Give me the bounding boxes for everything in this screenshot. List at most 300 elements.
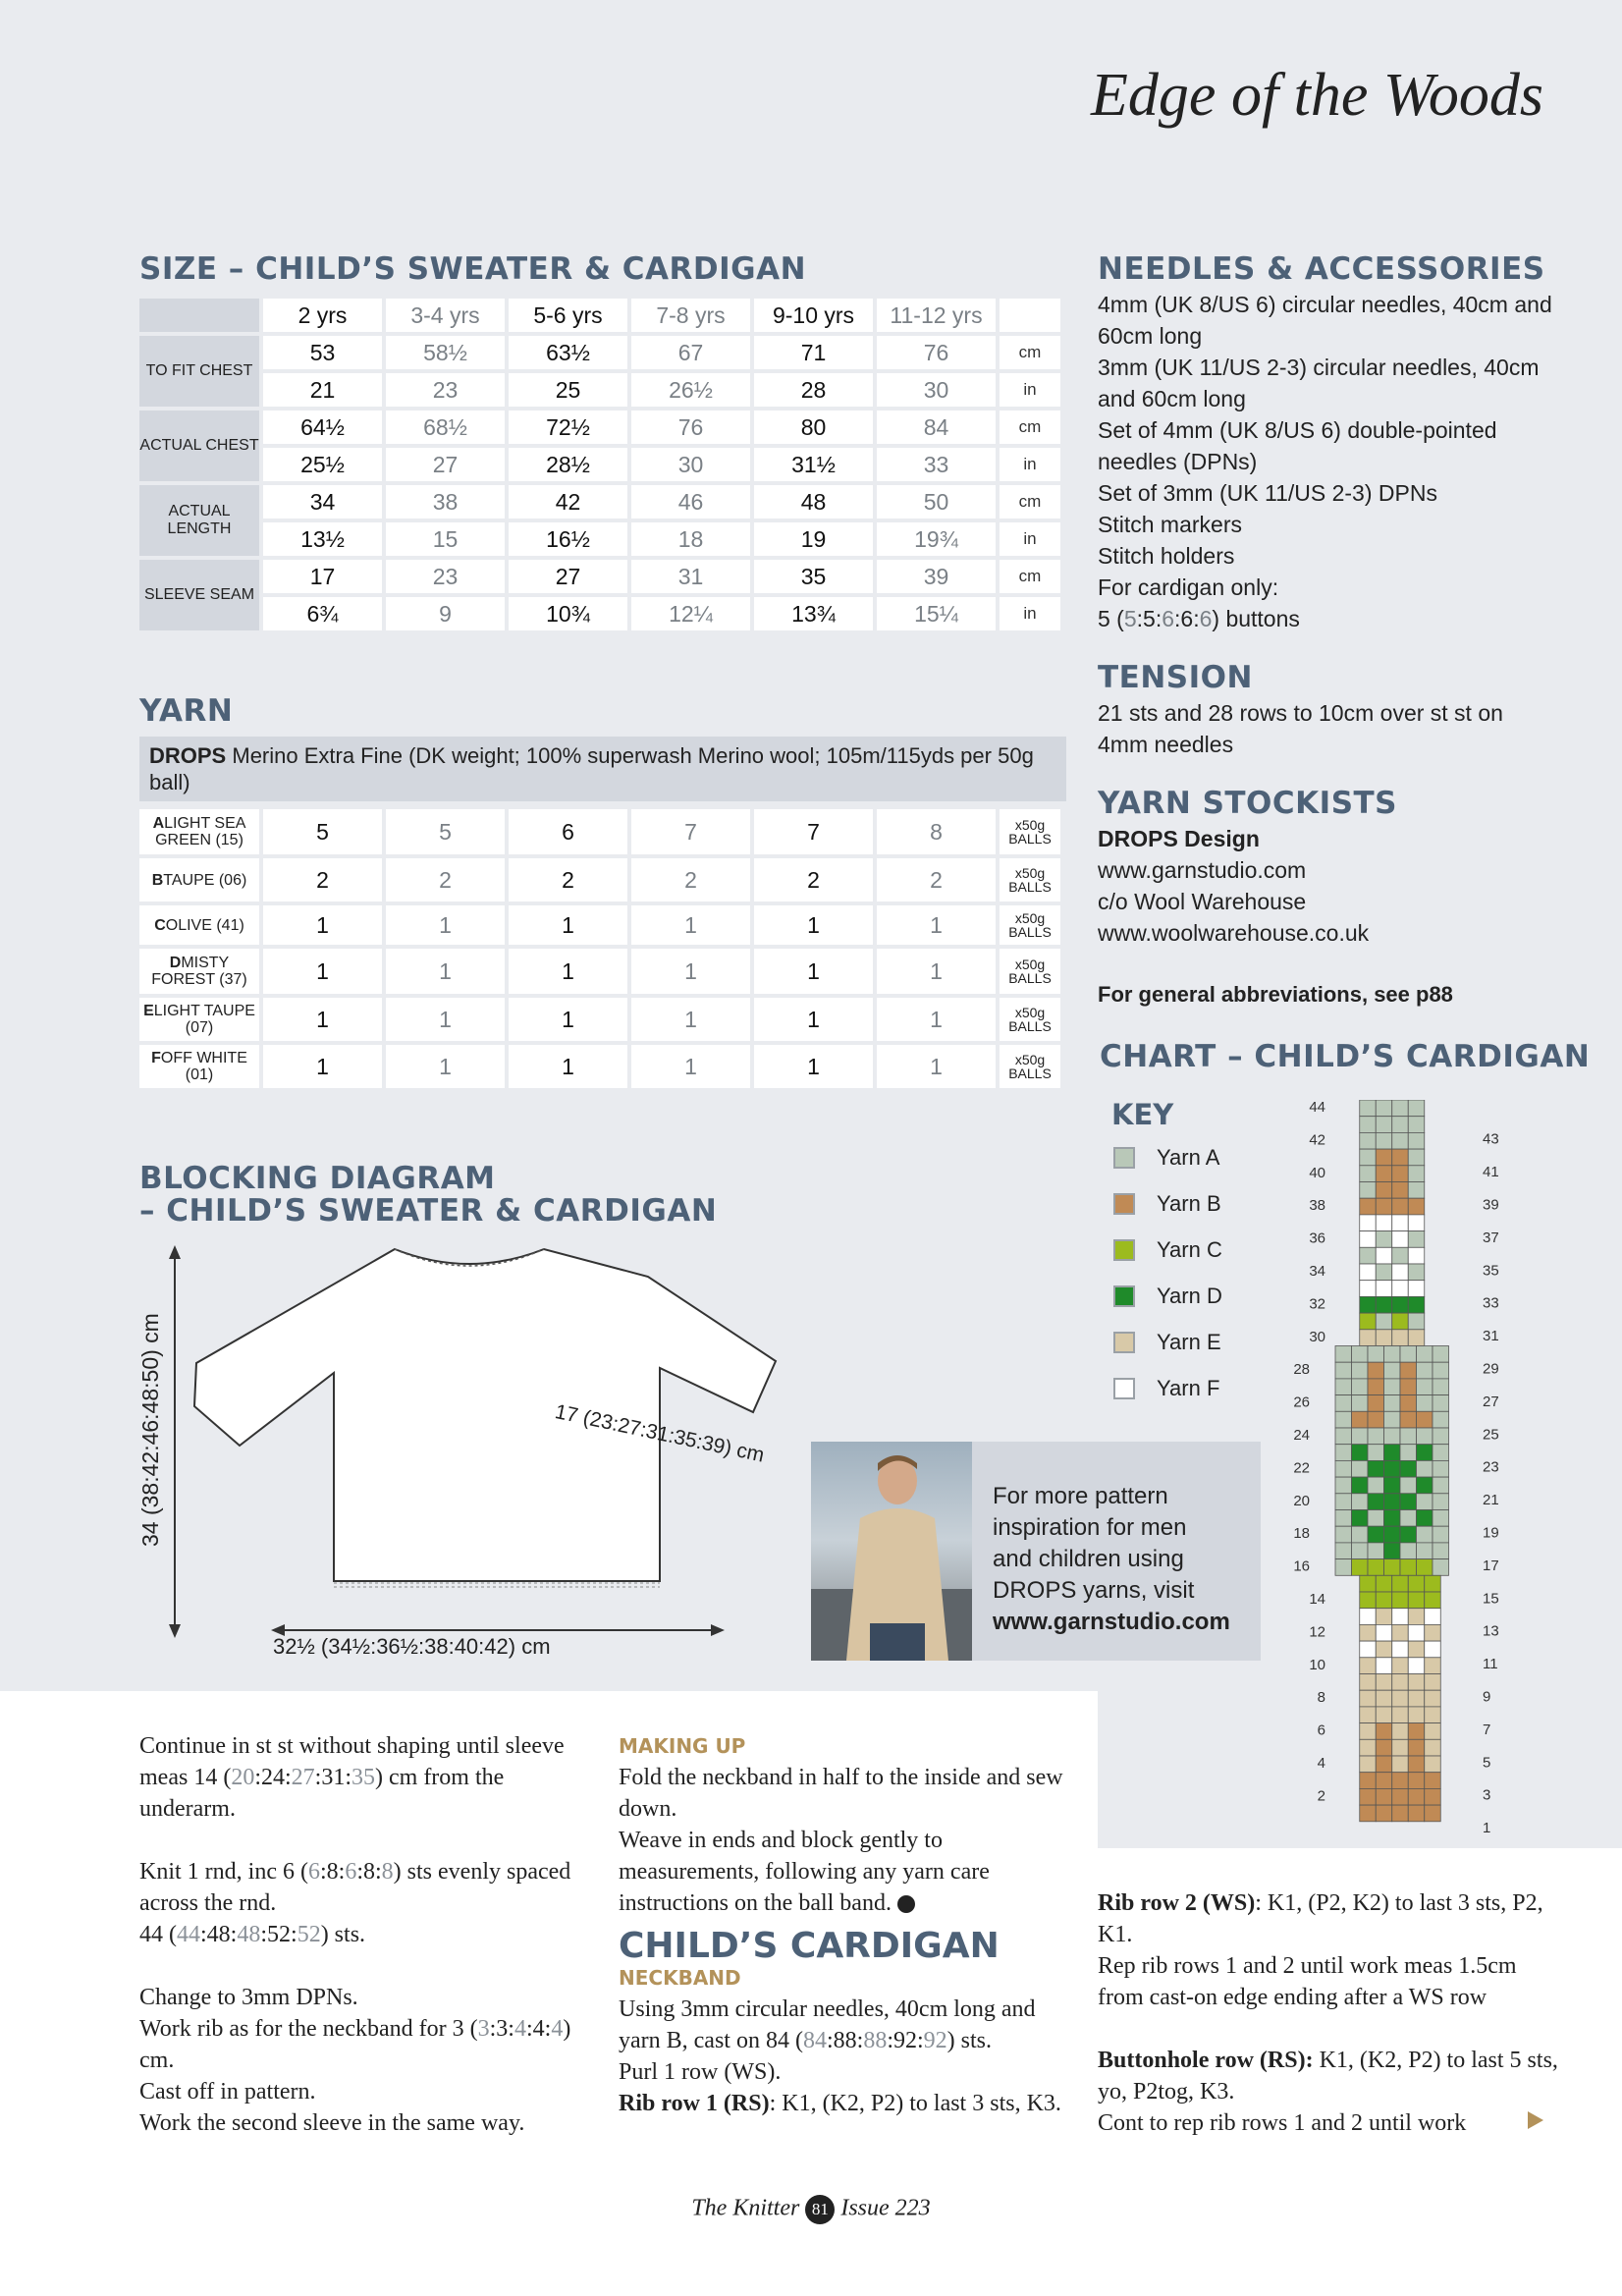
chart-cell [1376, 1264, 1392, 1281]
chart-cell [1425, 1773, 1441, 1789]
chart-row-number: 22 [1293, 1459, 1310, 1477]
para: Knit 1 rnd, inc 6 (6:8:6:8:8) sts evenly spaced across the rnd. [139, 1859, 571, 1916]
chart-cell [1392, 1198, 1409, 1215]
chart-cell [1360, 1117, 1377, 1133]
yarn-row-label: ELIGHT TAUPE (07) [139, 998, 259, 1041]
yarn-value: 1 [509, 1045, 627, 1088]
chart-cell [1408, 1609, 1425, 1625]
chart-cell [1392, 1624, 1409, 1641]
chart-cell [1392, 1247, 1409, 1264]
para: Change to 3mm DPNs. [139, 1985, 358, 2010]
chart-cell [1384, 1379, 1401, 1395]
size-value: 21 [263, 373, 382, 407]
chart-cell [1352, 1543, 1369, 1559]
needle-line: Set of 4mm (UK 8/US 6) double-pointed needles (DPNs) [1098, 417, 1497, 474]
chart-cell [1352, 1379, 1369, 1395]
chart-cell [1417, 1346, 1433, 1363]
chart-cell [1408, 1641, 1425, 1658]
yarn-value: 5 [263, 809, 382, 854]
yarn-unit: x50g BALLS [1000, 998, 1060, 1041]
buttons-line: 5 (5:5:6:6:6) buttons [1098, 606, 1300, 631]
yarn-row-label: DMISTY FOREST (37) [139, 949, 259, 994]
needles-heading: NEEDLES & ACCESSORIES [1098, 251, 1545, 287]
yarn-value: 1 [386, 998, 505, 1041]
chart-cell [1400, 1379, 1417, 1395]
chart-cell [1360, 1132, 1377, 1149]
chart-row-number: 1 [1483, 1820, 1491, 1836]
size-heading: SIZE – CHILD’S SWEATER & CARDIGAN [139, 251, 807, 287]
chart-cell [1392, 1575, 1409, 1592]
chart-cell [1368, 1460, 1384, 1477]
model-photo [811, 1442, 972, 1661]
size-value: 68½ [386, 410, 505, 444]
chart-row-number: 31 [1483, 1328, 1499, 1345]
chart-cell [1400, 1526, 1417, 1543]
size-value: 27 [386, 448, 505, 481]
chart-cell [1352, 1510, 1369, 1527]
yarn-row-label: FOFF WHITE (01) [139, 1045, 259, 1088]
chart-cell [1360, 1231, 1377, 1248]
chart-cell [1352, 1477, 1369, 1494]
chart-row-number: 4 [1317, 1755, 1325, 1772]
para: Rib row 2 (WS): K1, (P2, K2) to last 3 sts, P2, K1. [1098, 1890, 1543, 1947]
chart-row-number: 14 [1309, 1591, 1325, 1608]
size-value: 50 [877, 485, 996, 519]
size-value: 16½ [509, 522, 627, 556]
chart-cell [1335, 1477, 1352, 1494]
chart-cell [1400, 1445, 1417, 1461]
chart-cell [1433, 1477, 1449, 1494]
para: Weave in ends and block gently to measurements, following any yarn care instructions on the ball band. [619, 1828, 990, 1916]
yarn-value: 1 [263, 998, 382, 1041]
chart-row-number: 6 [1317, 1722, 1325, 1739]
yarn-row-label: COLIVE (41) [139, 905, 259, 945]
chart-cell [1360, 1674, 1377, 1691]
chart-cell [1408, 1117, 1425, 1133]
chart-cell [1433, 1510, 1449, 1527]
size-value: 80 [754, 410, 873, 444]
chart-cell [1368, 1543, 1384, 1559]
chart-row-number: 7 [1483, 1721, 1491, 1738]
chart-cell [1335, 1428, 1352, 1445]
chart-cell [1392, 1788, 1409, 1805]
chart-cell [1392, 1690, 1409, 1707]
size-value: 26½ [631, 373, 750, 407]
chart-cell [1360, 1707, 1377, 1723]
chart-cell [1425, 1690, 1441, 1707]
chart-cell [1408, 1198, 1425, 1215]
yarn-value: 6 [509, 809, 627, 854]
yarn-unit: x50g BALLS [1000, 905, 1060, 945]
size-value: 9 [386, 597, 505, 630]
chart-cell [1376, 1609, 1392, 1625]
chart-cell [1376, 1198, 1392, 1215]
yarn-value: 2 [386, 858, 505, 902]
para: Using 3mm circular needles, 40cm long and yarn B, cast on 84 (84:88:88:92:92) sts. [619, 1996, 1036, 2053]
chart-cell [1360, 1296, 1377, 1313]
key-heading: KEY [1111, 1098, 1174, 1131]
chart-cell [1425, 1575, 1441, 1592]
chart-cell [1376, 1247, 1392, 1264]
chart-cell [1360, 1756, 1377, 1773]
chart-cell [1335, 1362, 1352, 1379]
yarn-value: 8 [877, 809, 996, 854]
chart-cell [1425, 1592, 1441, 1609]
key-label: Yarn C [1157, 1237, 1222, 1262]
chart-cell [1392, 1264, 1409, 1281]
needle-line: 4mm (UK 8/US 6) circular needles, 40cm and 60cm long [1098, 292, 1552, 349]
needle-line: Stitch holders [1098, 543, 1235, 569]
width-label: 32½ (34½:36½:38:40:42) cm [273, 1634, 551, 1659]
chart-row-number: 5 [1483, 1754, 1491, 1772]
chart-cell [1392, 1330, 1409, 1346]
abbreviations-note: For general abbreviations, see p88 [1098, 982, 1453, 1007]
chart-cell [1400, 1346, 1417, 1363]
chart-cell [1433, 1362, 1449, 1379]
chart-cell [1376, 1281, 1392, 1297]
chart-cell [1376, 1296, 1392, 1313]
para: Cont to rep rib rows 1 and 2 until work [1098, 2110, 1467, 2136]
needle-line: For cardigan only: [1098, 574, 1279, 600]
size-value: 64½ [263, 410, 382, 444]
yarn-value: 1 [754, 949, 873, 994]
size-value: 25 [509, 373, 627, 407]
chart-row-number: 42 [1309, 1131, 1325, 1149]
size-value: 12¼ [631, 597, 750, 630]
yarn-unit: x50g BALLS [1000, 1045, 1060, 1088]
chart-cell [1408, 1773, 1425, 1789]
chart-cell [1433, 1395, 1449, 1412]
chart-cell [1376, 1658, 1392, 1674]
chart-cell [1408, 1247, 1425, 1264]
chart-cell [1376, 1231, 1392, 1248]
chart-cell [1400, 1559, 1417, 1576]
chart-row-number: 20 [1293, 1492, 1310, 1509]
chart-cell [1384, 1362, 1401, 1379]
chart-cell [1408, 1739, 1425, 1756]
size-value: 67 [631, 336, 750, 369]
chart-cell [1384, 1460, 1401, 1477]
page-number: 81 [805, 2195, 835, 2224]
footer: The Knitter 81 Issue 223 [0, 2195, 1622, 2224]
chart-cell [1360, 1592, 1377, 1609]
chart-cell [1360, 1609, 1377, 1625]
chart-cell [1408, 1805, 1425, 1822]
size-value: 23 [386, 560, 505, 593]
yarn-value: 1 [263, 949, 382, 994]
chart-cell [1433, 1346, 1449, 1363]
chart-cell [1417, 1411, 1433, 1428]
chart-cell [1360, 1313, 1377, 1330]
chart-cell [1408, 1624, 1425, 1641]
chart-cell [1417, 1379, 1433, 1395]
chart-row-number: 36 [1309, 1230, 1325, 1247]
chart-cell [1433, 1526, 1449, 1543]
stockist-link[interactable]: www.garnstudio.com [1098, 857, 1307, 883]
chart-cell [1376, 1149, 1392, 1166]
chart-cell [1352, 1445, 1369, 1461]
column-1 [139, 1730, 581, 2139]
chart-cell [1392, 1723, 1409, 1740]
yarn-value: 1 [754, 1045, 873, 1088]
para: Rib row 1 (RS): K1, (K2, P2) to last 3 sts, K3. [619, 2091, 1061, 2116]
chart-row-number: 25 [1483, 1426, 1499, 1444]
chart-cell [1425, 1805, 1441, 1822]
key-label: Yarn B [1157, 1191, 1221, 1216]
chart-row-number: 29 [1483, 1360, 1499, 1378]
colourwork-chart [1286, 1100, 1522, 1836]
chart-cell [1392, 1674, 1409, 1691]
chart-cell [1376, 1756, 1392, 1773]
size-value: 71 [754, 336, 873, 369]
chart-cell [1360, 1624, 1377, 1641]
chart-row-number: 8 [1317, 1689, 1325, 1707]
size-value: 58½ [386, 336, 505, 369]
stockist-brand: DROPS Design [1098, 826, 1260, 851]
chart-cell [1417, 1362, 1433, 1379]
chart-row-number: 3 [1483, 1786, 1491, 1804]
chart-cell [1376, 1215, 1392, 1231]
para: Purl 1 row (WS). [619, 2059, 782, 2085]
chart-row-number: 2 [1317, 1787, 1325, 1805]
chart-cell [1408, 1330, 1425, 1346]
continue-arrow-icon [1528, 2111, 1543, 2129]
chart-cell [1392, 1117, 1409, 1133]
chart-cell [1417, 1428, 1433, 1445]
chart-cell [1425, 1609, 1441, 1625]
size-value: 53 [263, 336, 382, 369]
chart-cell [1392, 1182, 1409, 1199]
yarn-value: 2 [509, 858, 627, 902]
size-value: 38 [386, 485, 505, 519]
chart-cell [1408, 1690, 1425, 1707]
size-row-label: ACTUAL CHEST [139, 410, 259, 481]
chart-row-number: 33 [1483, 1294, 1499, 1312]
chart-cell [1392, 1739, 1409, 1756]
chart-row-number: 10 [1309, 1656, 1325, 1673]
chart-row-number: 28 [1293, 1361, 1310, 1379]
needle-line: 3mm (UK 11/US 2-3) circular needles, 40cm and 60cm long [1098, 355, 1540, 411]
sleeve-label: 17 (23:27:31:35:39) cm [553, 1400, 767, 1467]
chart-cell [1400, 1395, 1417, 1412]
para: Continue in st st without shaping until sleeve meas 14 (20:24:27:31:35) cm from the underarm. [139, 1733, 565, 1822]
chart-cell [1408, 1231, 1425, 1248]
yarn-value: 1 [877, 998, 996, 1041]
key-swatch [1113, 1332, 1135, 1353]
chart-cell [1392, 1773, 1409, 1789]
chart-cell [1400, 1460, 1417, 1477]
size-value: 10¾ [509, 597, 627, 630]
size-value: 39 [877, 560, 996, 593]
chart-cell [1376, 1674, 1392, 1691]
chart-cell [1376, 1330, 1392, 1346]
size-value: 23 [386, 373, 505, 407]
size-value: 18 [631, 522, 750, 556]
chart-cell [1376, 1788, 1392, 1805]
chart-row-number: 18 [1293, 1525, 1310, 1543]
chart-row-number: 35 [1483, 1262, 1499, 1280]
yarn-value: 1 [877, 949, 996, 994]
chart-cell [1384, 1411, 1401, 1428]
chart-row-number: 15 [1483, 1590, 1499, 1608]
chart-cell [1376, 1313, 1392, 1330]
chart-cell [1400, 1543, 1417, 1559]
chart-cell [1425, 1723, 1441, 1740]
chart-cell [1392, 1281, 1409, 1297]
column-2 [619, 1730, 1070, 2119]
chart-cell [1417, 1494, 1433, 1510]
chart-cell [1400, 1510, 1417, 1527]
size-value: 34 [263, 485, 382, 519]
chart-cell [1392, 1756, 1409, 1773]
stockist-link[interactable]: www.woolwarehouse.co.uk [1098, 920, 1370, 946]
chart-cell [1408, 1658, 1425, 1674]
chart-cell [1417, 1559, 1433, 1576]
chart-cell [1376, 1805, 1392, 1822]
chart-cell [1392, 1100, 1409, 1117]
chart-cell [1360, 1182, 1377, 1199]
chart-cell [1352, 1411, 1369, 1428]
chart-cell [1352, 1362, 1369, 1379]
chart-cell [1352, 1559, 1369, 1576]
chart-cell [1433, 1445, 1449, 1461]
size-unit: cm [1000, 485, 1060, 519]
chart-cell [1368, 1411, 1384, 1428]
key-label: Yarn F [1157, 1376, 1220, 1400]
chart-heading: CHART – CHILD’S CARDIGAN [1100, 1039, 1591, 1074]
chart-row-number: 34 [1309, 1263, 1325, 1280]
chart-cell [1360, 1739, 1377, 1756]
chart-cell [1368, 1477, 1384, 1494]
size-header: 5-6 yrs [509, 299, 627, 332]
chart-cell [1392, 1296, 1409, 1313]
page-title: Edge of the Woods [1091, 62, 1543, 129]
chart-cell [1360, 1723, 1377, 1740]
yarn-value: 1 [386, 949, 505, 994]
stockist-line: c/o Wool Warehouse [1098, 889, 1307, 914]
size-unit: in [1000, 448, 1060, 481]
chart-cell [1335, 1411, 1352, 1428]
size-value: 30 [877, 373, 996, 407]
chart-cell [1360, 1805, 1377, 1822]
yarn-value: 7 [754, 809, 873, 854]
chart-cell [1360, 1330, 1377, 1346]
yarn-description: DROPS Merino Extra Fine (DK weight; 100% superwash Merino wool; 105m/115yds per 50g ball) [139, 737, 1066, 801]
chart-cell [1408, 1182, 1425, 1199]
chart-cell [1352, 1395, 1369, 1412]
chart-cell [1335, 1445, 1352, 1461]
chart-cell [1384, 1395, 1401, 1412]
chart-cell [1352, 1460, 1369, 1477]
yarn-value: 1 [386, 1045, 505, 1088]
chart-cell [1335, 1494, 1352, 1510]
size-value: 15¼ [877, 597, 996, 630]
chart-cell [1368, 1379, 1384, 1395]
size-unit: in [1000, 522, 1060, 556]
chart-cell [1384, 1445, 1401, 1461]
yarn-unit: x50g BALLS [1000, 949, 1060, 994]
size-value: 35 [754, 560, 873, 593]
size-header: 9-10 yrs [754, 299, 873, 332]
chart-cell [1392, 1231, 1409, 1248]
chart-cell [1376, 1166, 1392, 1182]
chart-cell [1376, 1132, 1392, 1149]
yarn-row-label: BTAUPE (06) [139, 858, 259, 902]
chart-cell [1384, 1526, 1401, 1543]
promo-link[interactable]: www.garnstudio.com [993, 1609, 1230, 1635]
chart-cell [1392, 1641, 1409, 1658]
yarn-value: 1 [509, 905, 627, 945]
size-unit: in [1000, 597, 1060, 630]
chart-cell [1425, 1739, 1441, 1756]
chart-cell [1425, 1788, 1441, 1805]
chart-cell [1425, 1641, 1441, 1658]
yarn-value: 1 [631, 1045, 750, 1088]
length-label [137, 1511, 173, 1547]
size-value: 76 [631, 410, 750, 444]
yarn-value: 1 [877, 905, 996, 945]
key-label: Yarn D [1157, 1284, 1222, 1308]
chart-cell [1433, 1543, 1449, 1559]
chart-cell [1408, 1707, 1425, 1723]
para: 44 (44:48:48:52:52) sts. [139, 1922, 366, 1947]
chart-cell [1392, 1592, 1409, 1609]
chart-cell [1384, 1510, 1401, 1527]
yarn-value: 5 [386, 809, 505, 854]
yarn-value: 2 [754, 858, 873, 902]
yarn-value: 1 [386, 905, 505, 945]
chart-cell [1417, 1445, 1433, 1461]
chart-cell [1376, 1575, 1392, 1592]
size-value: 42 [509, 485, 627, 519]
yarn-value: 1 [631, 949, 750, 994]
chart-row-number: 24 [1293, 1427, 1310, 1444]
chart-cell [1360, 1281, 1377, 1297]
chart-cell [1368, 1362, 1384, 1379]
chart-cell [1376, 1592, 1392, 1609]
making-up-heading: MAKING UP [619, 1734, 746, 1758]
size-header: 7-8 yrs [631, 299, 750, 332]
chart-cell [1392, 1609, 1409, 1625]
yarn-value: 1 [754, 998, 873, 1041]
chart-row-number: 32 [1309, 1295, 1325, 1313]
chart-cell [1376, 1723, 1392, 1740]
chart-cell [1408, 1281, 1425, 1297]
chart-cell [1400, 1411, 1417, 1428]
size-value: 27 [509, 560, 627, 593]
para: Rep rib rows 1 and 2 until work meas 1.5cm from cast-on edge ending after a WS row [1098, 1953, 1517, 2010]
yarn-value: 1 [877, 1045, 996, 1088]
chart-cell [1408, 1149, 1425, 1166]
yarn-unit: x50g BALLS [1000, 858, 1060, 902]
chart-row-number: 21 [1483, 1492, 1499, 1509]
chart-cell [1360, 1247, 1377, 1264]
size-row-label: TO FIT CHEST [139, 336, 259, 407]
chart-cell [1360, 1575, 1377, 1592]
needle-line: Set of 3mm (UK 11/US 2-3) DPNs [1098, 480, 1437, 506]
chart-row-number: 23 [1483, 1458, 1499, 1476]
chart-cell [1408, 1575, 1425, 1592]
chart-cell [1368, 1494, 1384, 1510]
chart-cell [1425, 1658, 1441, 1674]
size-value: 25½ [263, 448, 382, 481]
chart-cell [1352, 1494, 1369, 1510]
yarn-value: 1 [263, 905, 382, 945]
chart-cell [1368, 1510, 1384, 1527]
chart-cell [1392, 1805, 1409, 1822]
size-header: 3-4 yrs [386, 299, 505, 332]
chart-cell [1368, 1395, 1384, 1412]
